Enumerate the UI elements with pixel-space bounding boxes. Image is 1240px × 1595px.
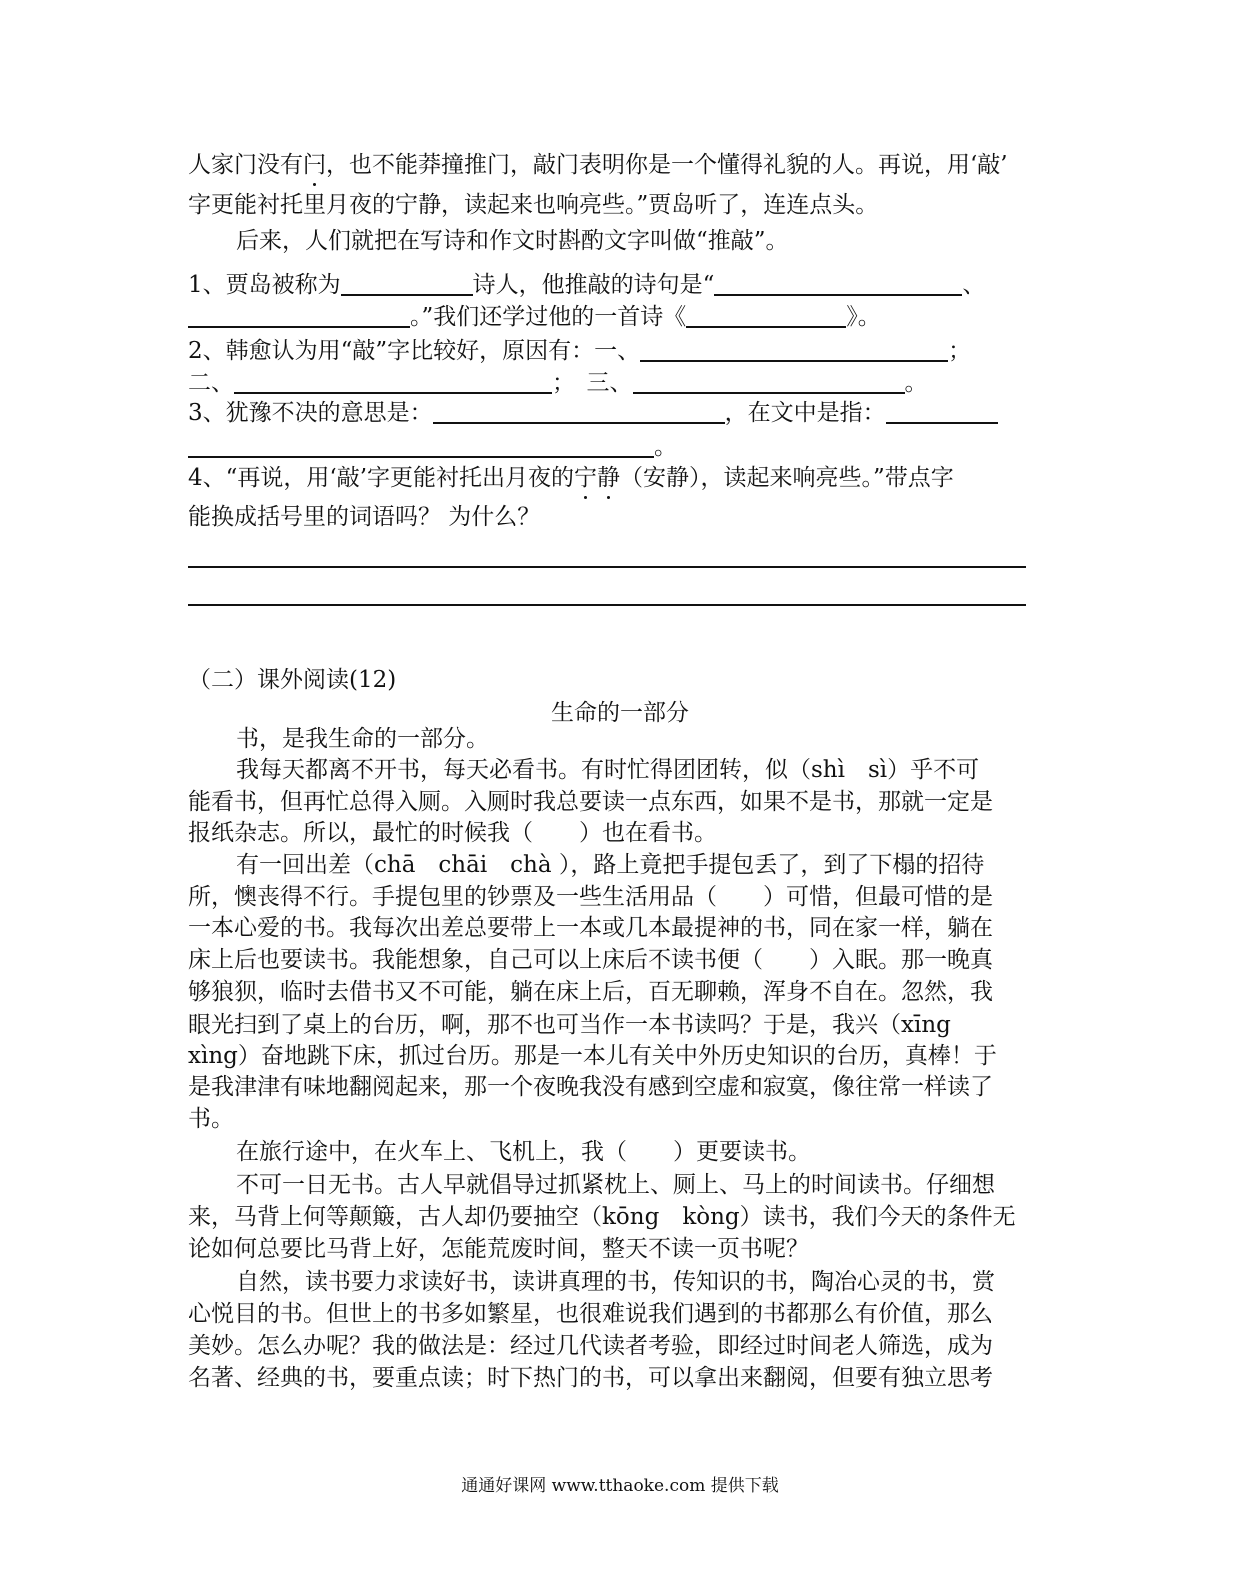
answer-line[interactable] <box>188 604 1026 606</box>
article-line: 能看书，但再忙总得入厕。入厕时我总要读一点东西，如果不是书，那就一定是 <box>188 789 993 815</box>
text-span: 1、贾岛被称为 <box>188 272 341 298</box>
article-line: 报纸杂志。所以，最忙的时候我（ ）也在看书。 <box>188 820 717 846</box>
article-line: 论如何总要比马背上好，怎能荒废时间，整天不读一页书呢？ <box>188 1236 809 1262</box>
page-footer: 通通好课网 www.tthaoke.com 提供下载 <box>461 1476 779 1496</box>
question-2-line-1 <box>188 336 971 366</box>
answer-blank[interactable] <box>714 272 950 296</box>
article-line: 自然，读书要力求读好书，读讲真理的书，传知识的书，陶冶心灵的书，赏 <box>236 1269 995 1295</box>
answer-blank[interactable] <box>433 400 725 424</box>
question-1-line-1 <box>188 270 985 300</box>
answer-blank[interactable] <box>188 434 654 458</box>
dotted-char: 静 <box>597 465 621 491</box>
answer-blank[interactable] <box>640 338 948 362</box>
passage-line-2: 字更能衬托里月夜的宁静，读起来也响亮些。”贾岛听了，连连点头。 <box>188 192 879 218</box>
text-span: 人家门没有 <box>188 152 303 178</box>
article-line: 我每天都离不开书，每天必看书。有时忙得团团转，似（shì sì）乎不可 <box>236 757 980 783</box>
article-line: 在旅行途中，在火车上、飞机上，我（ ）更要读书。 <box>236 1139 811 1165</box>
article-line: 够狼狈，临时去借书又不可能，躺在床上后，百无聊赖，浑身不自在。忽然，我 <box>188 979 993 1005</box>
answer-blank[interactable] <box>686 304 846 328</box>
article-line: 来，马背上何等颠簸，古人却仍要抽空（kōng kòng）读书，我们今天的条件无 <box>188 1204 1016 1230</box>
text-span: ，也不能莽撞推门，敲门表明你是一个懂得礼貌的人。再说，用‘敲’ <box>326 152 1008 178</box>
question-4-line-2: 能换成括号里的词语吗？ 为什么？ <box>188 504 541 530</box>
text-span: 。 <box>654 434 677 460</box>
text-span: ，在文中是指： <box>724 400 886 426</box>
answer-blank[interactable] <box>886 400 998 424</box>
article-line: 所，懊丧得不行。手提包里的钞票及一些生活用品（ ）可惜，但最可惜的是 <box>188 884 993 910</box>
text-span: 4、“再说，用‘敲’字更能衬托出月夜的 <box>188 465 575 491</box>
question-3-line-2 <box>188 432 677 462</box>
section-heading: （二）课外阅读(12) <box>188 667 397 693</box>
question-3-line-1 <box>188 398 998 428</box>
answer-line[interactable] <box>188 566 1026 568</box>
article-line: xìng）奋地跳下床，抓过台历。那是一本儿有关中外历史知识的台历，真棒！于 <box>188 1043 997 1069</box>
text-span: 三、 <box>586 370 633 396</box>
text-span: 。 <box>904 370 928 396</box>
passage-line-3: 后来，人们就把在写诗和作文时斟酌文字叫做“推敲”。 <box>236 228 789 254</box>
question-2-line-2 <box>188 368 928 398</box>
answer-blank[interactable] <box>633 370 905 394</box>
article-line: 一本心爱的书。我每次出差总要带上一本或几本最提神的书，同在家一样，躺在 <box>188 915 993 941</box>
article-line: 书，是我生命的一部分。 <box>236 726 489 752</box>
text-span: 2、韩愈认为用“敲”字比较好，原因有：一、 <box>188 338 641 364</box>
article-line: 床上后也要读书。我能想象，自己可以上床后不读书便（ ）入眠。那一晚真 <box>188 947 993 973</box>
article-line: 是我津津有味地翻阅起来，那一个夜晚我没有感到空虚和寂寞，像往常一样读了 <box>188 1074 993 1100</box>
article-line: 不可一日无书。古人早就倡导过抓紧枕上、厕上、马上的时间读书。仔细想 <box>236 1172 995 1198</box>
article-line: 有一回出差（chā chāi chà ），路上竟把手提包丢了，到了下榻的招待 <box>236 852 985 878</box>
dotted-char: 闩 <box>303 152 326 178</box>
passage-line-1 <box>188 150 1008 180</box>
question-4-line-1 <box>188 463 954 493</box>
answer-blank[interactable] <box>188 304 410 328</box>
article-line: 书。 <box>188 1106 234 1132</box>
text-span: （安静），读起来响亮些。”带点字 <box>620 465 954 491</box>
text-span: 。”我们还学过他的一首诗《 <box>410 304 687 330</box>
text-span: ； <box>552 370 564 396</box>
question-1-line-2 <box>188 302 881 332</box>
dotted-char: 宁 <box>574 465 598 491</box>
article-line: 眼光扫到了桌上的台历，啊，那不也可当作一本书读吗？于是，我兴（xīng <box>188 1012 951 1038</box>
answer-blank[interactable] <box>950 272 962 296</box>
text-span: 二、 <box>188 370 234 396</box>
article-title: 生命的一部分 <box>551 700 689 726</box>
text-span: 诗人，他推敲的诗句是“ <box>472 272 715 298</box>
article-line: 心悦目的书。但世上的书多如繁星，也很难说我们遇到的书都那么有价值，那么 <box>188 1301 993 1327</box>
text-span: 3、犹豫不决的意思是： <box>188 400 433 426</box>
text-span: ； <box>948 338 972 364</box>
text-span: 、 <box>962 272 986 298</box>
text-span: 》。 <box>846 304 881 330</box>
article-line: 名著、经典的书，要重点读；时下热门的书，可以拿出来翻阅，但要有独立思考 <box>188 1365 993 1391</box>
answer-blank[interactable] <box>341 272 473 296</box>
answer-blank[interactable] <box>234 370 552 394</box>
article-line: 美妙。怎么办呢？我的做法是：经过几代读者考验，即经过时间老人筛选，成为 <box>188 1333 993 1359</box>
